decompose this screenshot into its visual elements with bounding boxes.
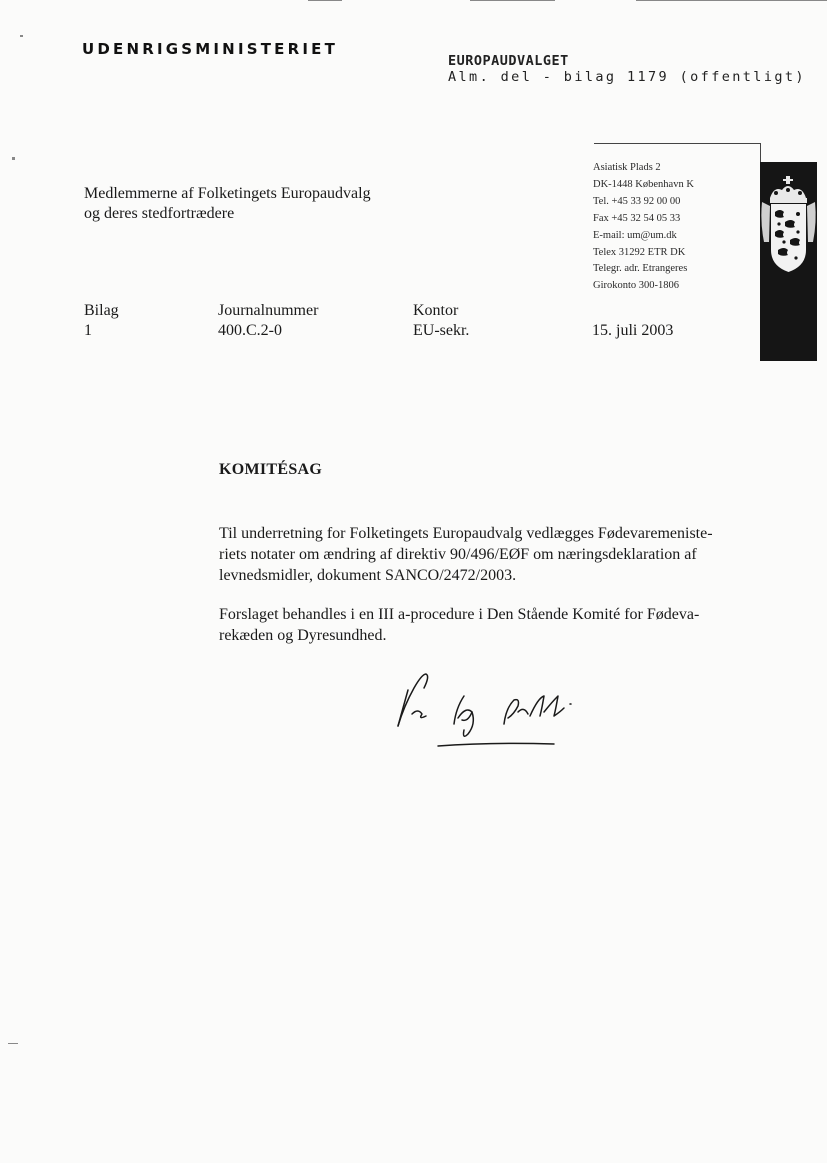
kontor-field	[413, 301, 469, 340]
address-block	[593, 160, 694, 295]
scan-mark-left	[12, 157, 15, 160]
address-line: Telex 31292 ETR DK	[593, 246, 686, 258]
coat-of-arms-icon	[760, 162, 817, 361]
body-paragraph	[219, 604, 754, 646]
address-rule	[760, 143, 761, 163]
stamp-reference: Alm. del - bilag 1179 (offentligt)	[448, 69, 806, 85]
paragraph-line: rekæden og Dyresundhed.	[219, 627, 387, 644]
paragraph-line: Forslaget behandles i en III a-procedure i Den Stående Komité for Fødeva-	[219, 606, 700, 623]
paragraph-line: Til underretning for Folketingets Europaudvalg vedlægges Fødevaremeniste-	[219, 525, 713, 542]
address-line: Asiatisk Plads 2	[593, 162, 661, 173]
address-line: Tel. +45 33 92 00 00	[593, 195, 681, 207]
address-rule	[594, 143, 760, 144]
letter-date: 15. juli 2003	[592, 322, 674, 339]
journal-field	[218, 301, 318, 340]
stamp-committee: EUROPAUDVALGET	[448, 53, 569, 69]
recipient-line: Medlemmerne af Folketingets Europaudvalg	[84, 185, 371, 202]
scan-mark-left	[20, 35, 23, 37]
coat-of-arms-bar	[760, 162, 817, 361]
journal-value: 400.C.2-0	[218, 321, 282, 339]
ministry-name: UDENRIGSMINISTERIET	[82, 40, 339, 58]
scan-mark-top	[308, 0, 342, 1]
address-line: Girokonto 300-1806	[593, 280, 680, 292]
address-line: Fax +45 32 54 05 33	[593, 212, 681, 224]
kontor-label: Kontor	[413, 302, 459, 319]
recipient-line: og deres stedfortrædere	[84, 205, 235, 222]
recipient-block	[84, 184, 371, 224]
bilag-value: 1	[84, 321, 92, 339]
paragraph-line: levnedsmidler, dokument SANCO/2472/2003.	[219, 567, 517, 584]
address-line: DK-1448 København K	[593, 178, 694, 190]
subject-heading: KOMITÉSAG	[219, 461, 323, 478]
body-paragraph	[219, 523, 754, 586]
kontor-value: EU-sekr.	[413, 321, 470, 339]
scan-mark-left	[8, 1043, 18, 1044]
archive-stamp	[448, 53, 806, 85]
address-line: Telegr. adr. Etrangeres	[593, 263, 688, 275]
bilag-field	[84, 301, 119, 340]
scan-mark-top	[470, 0, 555, 1]
scan-mark-top	[636, 0, 827, 1]
paragraph-line: riets notater om ændring af direktiv 90/496/EØF om næringsdeklaration af	[219, 546, 697, 563]
journal-label: Journalnummer	[218, 302, 319, 319]
bilag-label: Bilag	[84, 302, 119, 319]
handwritten-signature	[392, 668, 592, 758]
address-line: E-mail: um@um.dk	[593, 229, 677, 241]
